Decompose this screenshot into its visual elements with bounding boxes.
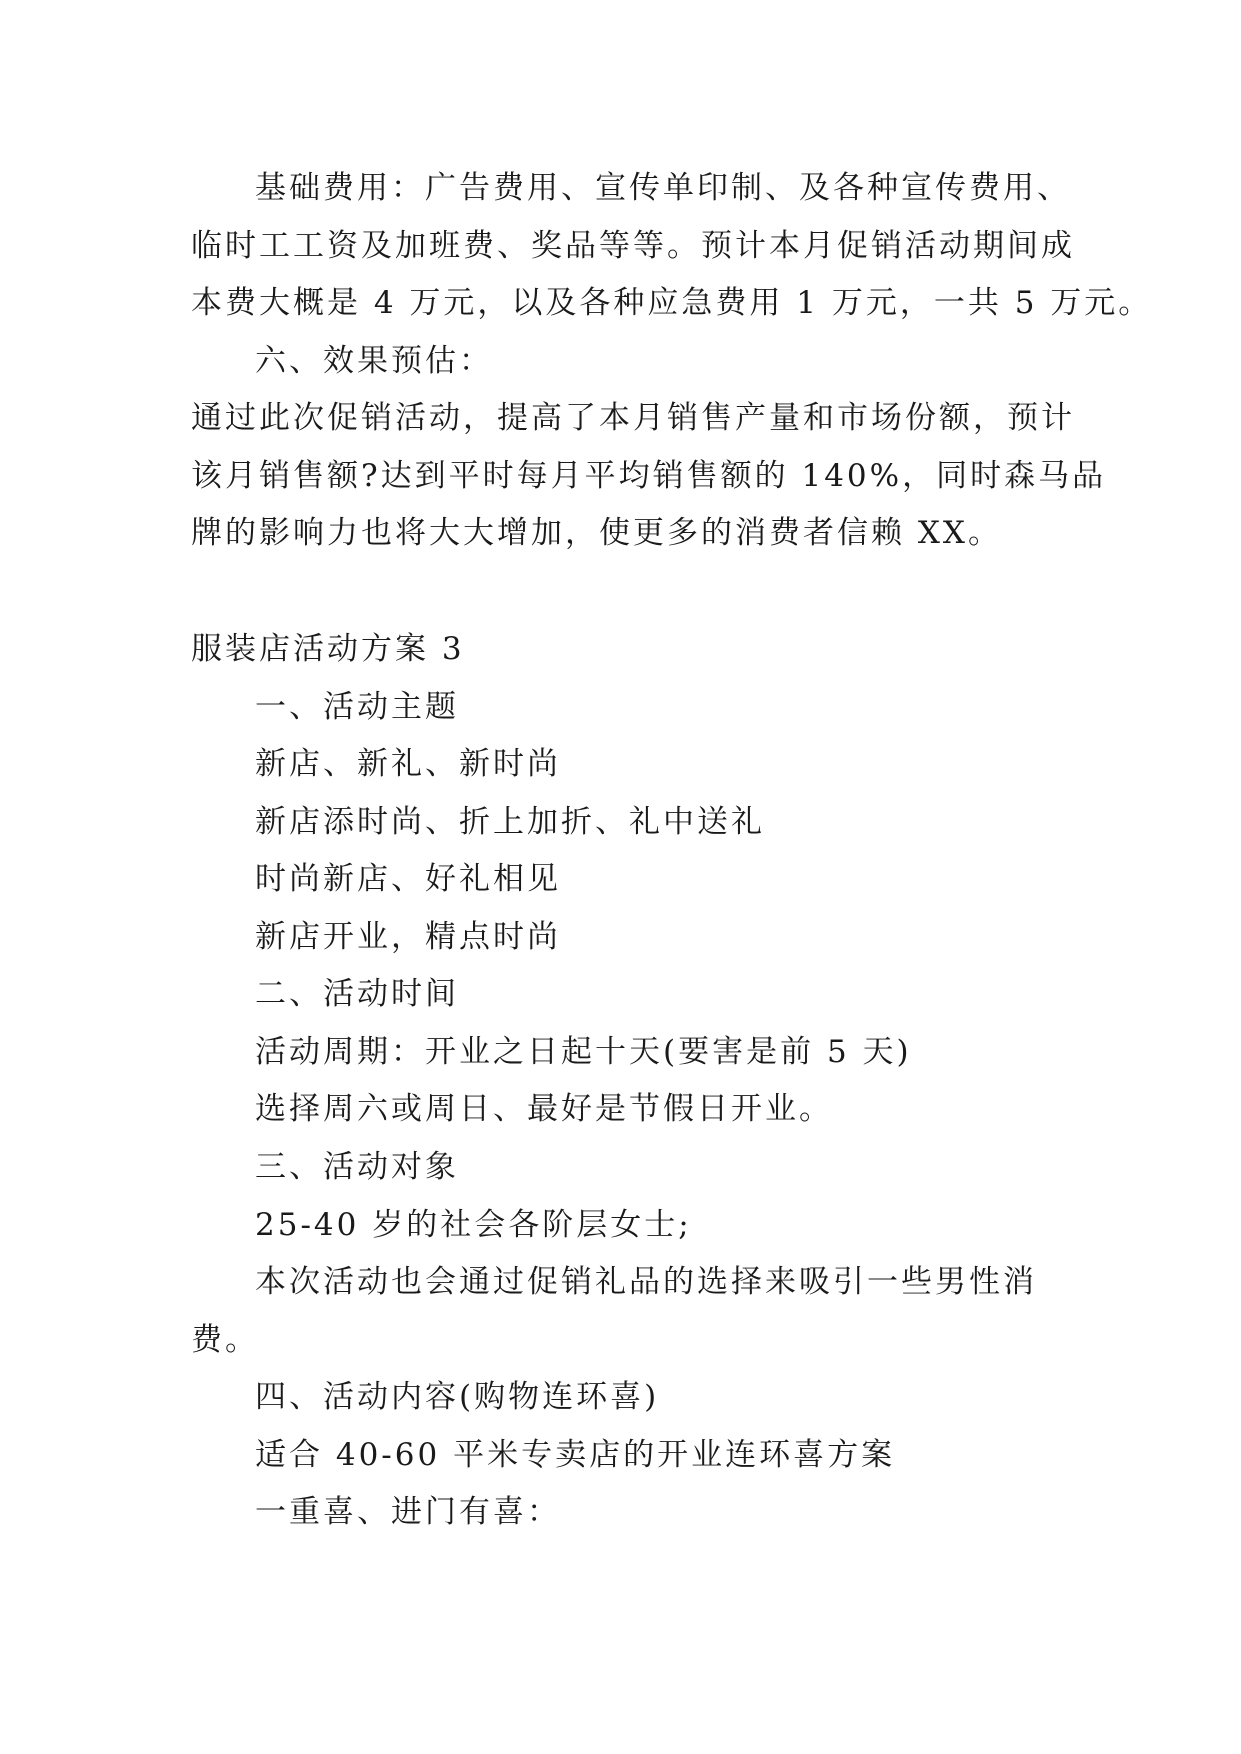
text-line: 新店、新礼、新时尚	[255, 746, 561, 782]
text-line: 新店开业，精点时尚	[255, 919, 561, 955]
text-line: 本次活动也会通过促销礼品的选择来吸引一些男性消	[255, 1264, 1037, 1300]
section-heading: 三、活动对象	[255, 1149, 459, 1185]
text-line: 临时工工资及加班费、奖品等等。预计本月促销活动期间成	[191, 228, 1075, 264]
text-line: 基础费用：广告费用、宣传单印制、及各种宣传费用、	[255, 170, 1071, 206]
text-line: 时尚新店、好礼相见	[255, 861, 561, 897]
text-line: 该月销售额?达到平时每月平均销售额的 140%，同时森马品	[191, 458, 1107, 494]
text-line: 一重喜、进门有喜：	[255, 1494, 561, 1530]
section-heading: 一、活动主题	[255, 689, 459, 725]
section-heading: 二、活动时间	[255, 976, 459, 1012]
section-heading: 四、活动内容(购物连环喜)	[255, 1379, 660, 1415]
section-heading: 六、效果预估：	[255, 343, 493, 379]
text-line: 通过此次促销活动，提高了本月销售产量和市场份额，预计	[191, 400, 1075, 436]
text-line: 本费大概是 4 万元，以及各种应急费用 1 万元，一共 5 万元。	[191, 285, 1153, 321]
text-line: 选择周六或周日、最好是节假日开业。	[255, 1091, 833, 1127]
text-line: 牌的影响力也将大大增加，使更多的消费者信赖 XX。	[191, 515, 1002, 551]
text-line: 适合 40-60 平米专卖店的开业连环喜方案	[255, 1437, 896, 1473]
text-line: 新店添时尚、折上加折、礼中送礼	[255, 804, 765, 840]
document-title: 服装店活动方案 3	[191, 631, 465, 667]
text-line: 费。	[191, 1322, 259, 1358]
text-line: 25-40 岁的社会各阶层女士;	[255, 1207, 692, 1243]
text-line: 活动周期：开业之日起十天(要害是前 5 天)	[255, 1034, 912, 1070]
